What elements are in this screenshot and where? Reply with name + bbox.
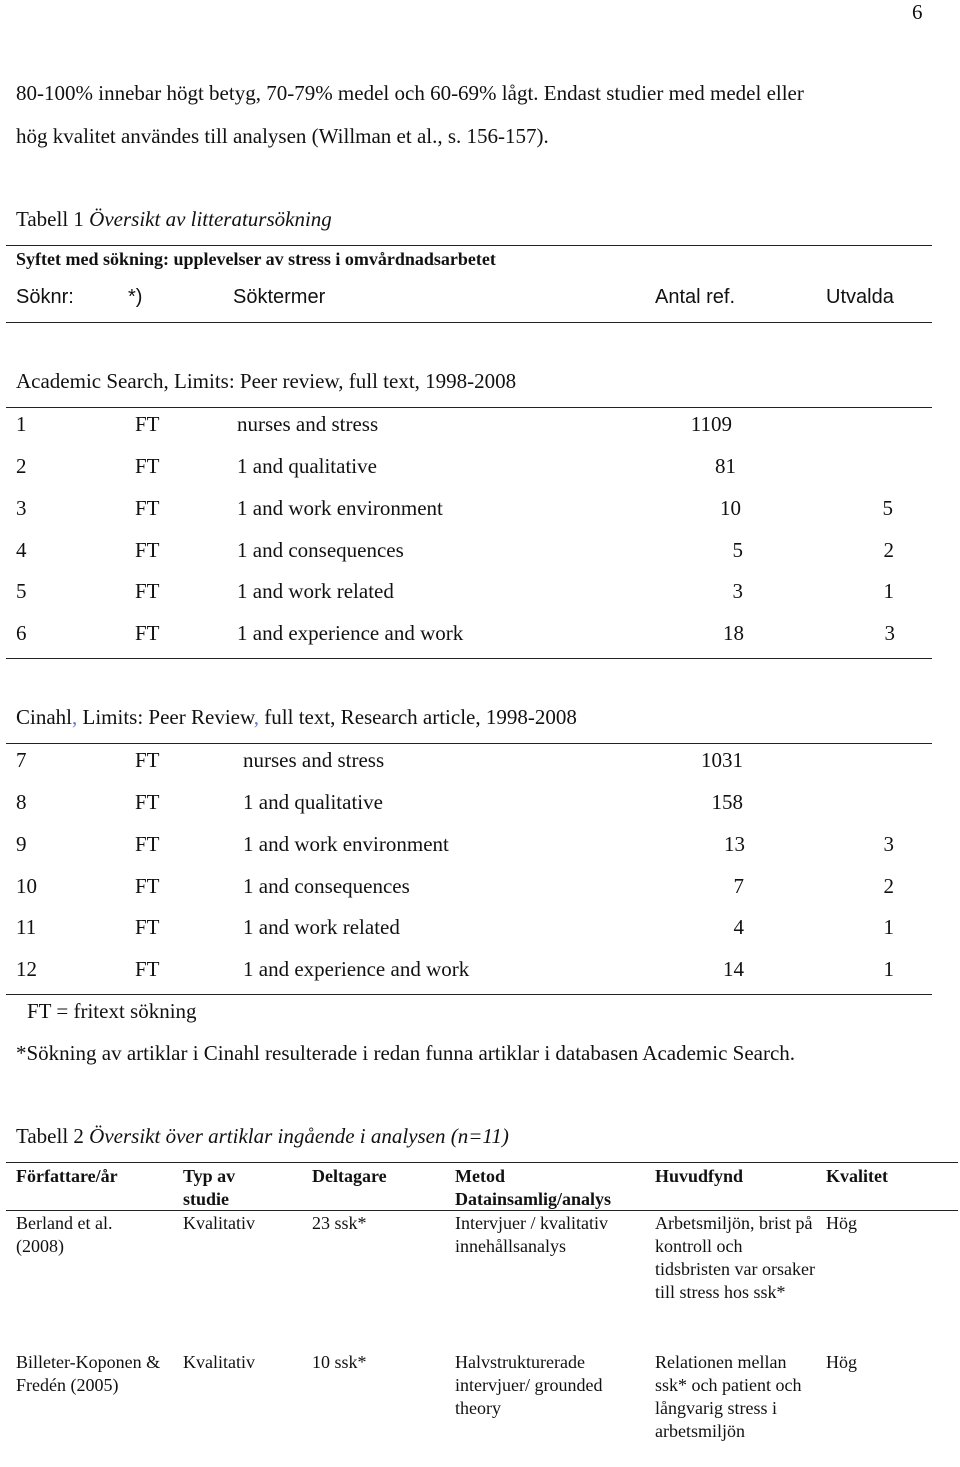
section2-title [16, 705, 577, 729]
section2-title-db: Cinahl [16, 705, 72, 729]
intro-line-1: 80-100% innebar högt betyg, 70-79% medel och 60-69% lågt. Endast studier med medel eller [16, 81, 804, 105]
header-soknr: Söknr: [16, 286, 74, 308]
row-count: 10 [720, 496, 741, 520]
row-count: 1031 [701, 748, 743, 772]
cell-study-type: Kvalitativ [183, 1352, 255, 1372]
row-ft: FT [135, 579, 160, 603]
row-selected: 2 [883, 874, 894, 898]
row-selected: 3 [883, 832, 894, 856]
row-ft: FT [135, 748, 160, 772]
row-terms: 1 and work related [237, 579, 394, 603]
table1-purpose: Syftet med sökning: upplevelser av stress i omvårdnadsarbetet [16, 249, 496, 269]
cell-method: Halvstrukturerade intervjuer/ grounded theory [455, 1352, 603, 1418]
section2-title-limits: Limits: Peer Review [82, 705, 254, 729]
table1-caption-prefix: Tabell 1 [16, 207, 90, 231]
table1-top-rule [6, 245, 932, 246]
section2-bottom-rule [6, 994, 932, 995]
row-count: 18 [723, 621, 744, 645]
row-nr: 12 [16, 957, 37, 981]
row-nr: 7 [16, 748, 27, 772]
cell-findings: Relationen mellan ssk* och patient och långvarig stress i arbetsmiljön [655, 1352, 802, 1441]
section1-rule [6, 407, 932, 408]
section1-title: Academic Search, Limits: Peer review, full text, 1998-2008 [16, 369, 517, 393]
table2-caption [16, 1124, 509, 1148]
header-author: Författare/år [16, 1166, 118, 1186]
cell-author: Billeter-Koponen & Fredén (2005) [16, 1352, 161, 1395]
header-search-terms: Söktermer [233, 286, 326, 308]
header-participants: Deltagare [312, 1166, 387, 1186]
row-nr: 10 [16, 874, 37, 898]
row-terms: 1 and work related [243, 915, 400, 939]
cell-quality: Hög [826, 1213, 857, 1233]
intro-line-2: hög kvalitet användes till analysen (Willman et al., s. 156-157). [16, 124, 549, 148]
row-terms: 1 and consequences [243, 874, 410, 898]
row-ft: FT [135, 496, 160, 520]
row-ft: FT [135, 874, 160, 898]
row-terms: nurses and stress [243, 748, 385, 772]
section2-title-sep1: , [72, 705, 83, 729]
row-ft: FT [135, 790, 160, 814]
footnote-cinahl: *Sökning av artiklar i Cinahl resulterade i redan funna artiklar i databasen Academic Search. [16, 1041, 796, 1065]
row-count: 14 [723, 957, 744, 981]
row-count: 81 [715, 454, 736, 478]
row-count: 7 [733, 874, 744, 898]
cell-findings: Arbetsmiljön, brist på kontroll och tidsbristen var orsaker till stress hos ssk* [655, 1213, 815, 1302]
row-terms: 1 and qualitative [243, 790, 383, 814]
table1-caption [16, 207, 332, 231]
cell-author: Berland et al. (2008) [16, 1213, 113, 1256]
row-selected: 1 [883, 957, 894, 981]
row-ft: FT [135, 538, 160, 562]
cell-method: Intervjuer / kvalitativ innehållsanalys [455, 1213, 608, 1256]
row-ft: FT [135, 412, 160, 436]
header-count: Antal ref. [655, 286, 736, 308]
cell-quality: Hög [826, 1352, 857, 1372]
row-nr: 11 [16, 915, 37, 939]
header-selected: Utvalda [826, 286, 894, 308]
header-method: Metod Datainsamlig/analys [455, 1166, 612, 1209]
row-ft: FT [135, 957, 160, 981]
row-nr: 8 [16, 790, 27, 814]
row-selected: 3 [884, 621, 895, 645]
cell-participants: 23 ssk* [312, 1213, 367, 1233]
header-findings: Huvudfynd [655, 1166, 744, 1186]
row-selected: 5 [882, 496, 893, 520]
row-terms: 1 and consequences [237, 538, 404, 562]
table2-caption-title: Översikt över artiklar ingående i analysen (n=11) [89, 1124, 509, 1148]
row-ft: FT [135, 621, 160, 645]
row-selected: 2 [883, 538, 894, 562]
row-nr: 6 [16, 621, 27, 645]
row-nr: 5 [16, 579, 27, 603]
row-terms: 1 and experience and work [243, 957, 470, 981]
row-count: 1109 [690, 412, 732, 436]
row-count: 5 [732, 538, 743, 562]
row-ft: FT [135, 832, 160, 856]
header-quality: Kvalitet [826, 1166, 888, 1186]
row-count: 13 [724, 832, 745, 856]
section2-title-rest: full text, Research article, 1998-2008 [264, 705, 577, 729]
row-terms: 1 and experience and work [237, 621, 464, 645]
row-nr: 2 [16, 454, 27, 478]
table1-caption-title: Översikt av litteratursökning [89, 207, 332, 231]
row-terms: 1 and work environment [237, 496, 443, 520]
table2-top-rule [6, 1162, 958, 1163]
row-selected: 1 [883, 915, 894, 939]
row-count: 158 [711, 790, 743, 814]
section1-bottom-rule [6, 658, 932, 659]
section2-title-sep2: , [253, 705, 265, 729]
table2-caption-prefix: Tabell 2 [16, 1124, 90, 1148]
row-nr: 9 [16, 832, 27, 856]
cell-participants: 10 ssk* [312, 1352, 367, 1372]
header-study-type: Typ av studie [183, 1166, 236, 1209]
row-count: 4 [733, 915, 744, 939]
page-number: 6 [912, 0, 923, 24]
cell-study-type: Kvalitativ [183, 1213, 255, 1233]
table2-header-rule [6, 1210, 958, 1211]
footnote-ft: FT = fritext sökning [27, 999, 197, 1023]
table1-header-rule [6, 322, 932, 323]
row-ft: FT [135, 915, 160, 939]
row-terms: 1 and qualitative [237, 454, 377, 478]
row-ft: FT [135, 454, 160, 478]
section2-rule [6, 743, 932, 744]
row-count: 3 [732, 579, 743, 603]
header-mark: *) [128, 286, 143, 308]
row-nr: 4 [16, 538, 27, 562]
row-terms: 1 and work environment [243, 832, 449, 856]
row-nr: 3 [16, 496, 27, 520]
row-selected: 1 [883, 579, 894, 603]
row-nr: 1 [16, 412, 27, 436]
row-terms: nurses and stress [237, 412, 379, 436]
